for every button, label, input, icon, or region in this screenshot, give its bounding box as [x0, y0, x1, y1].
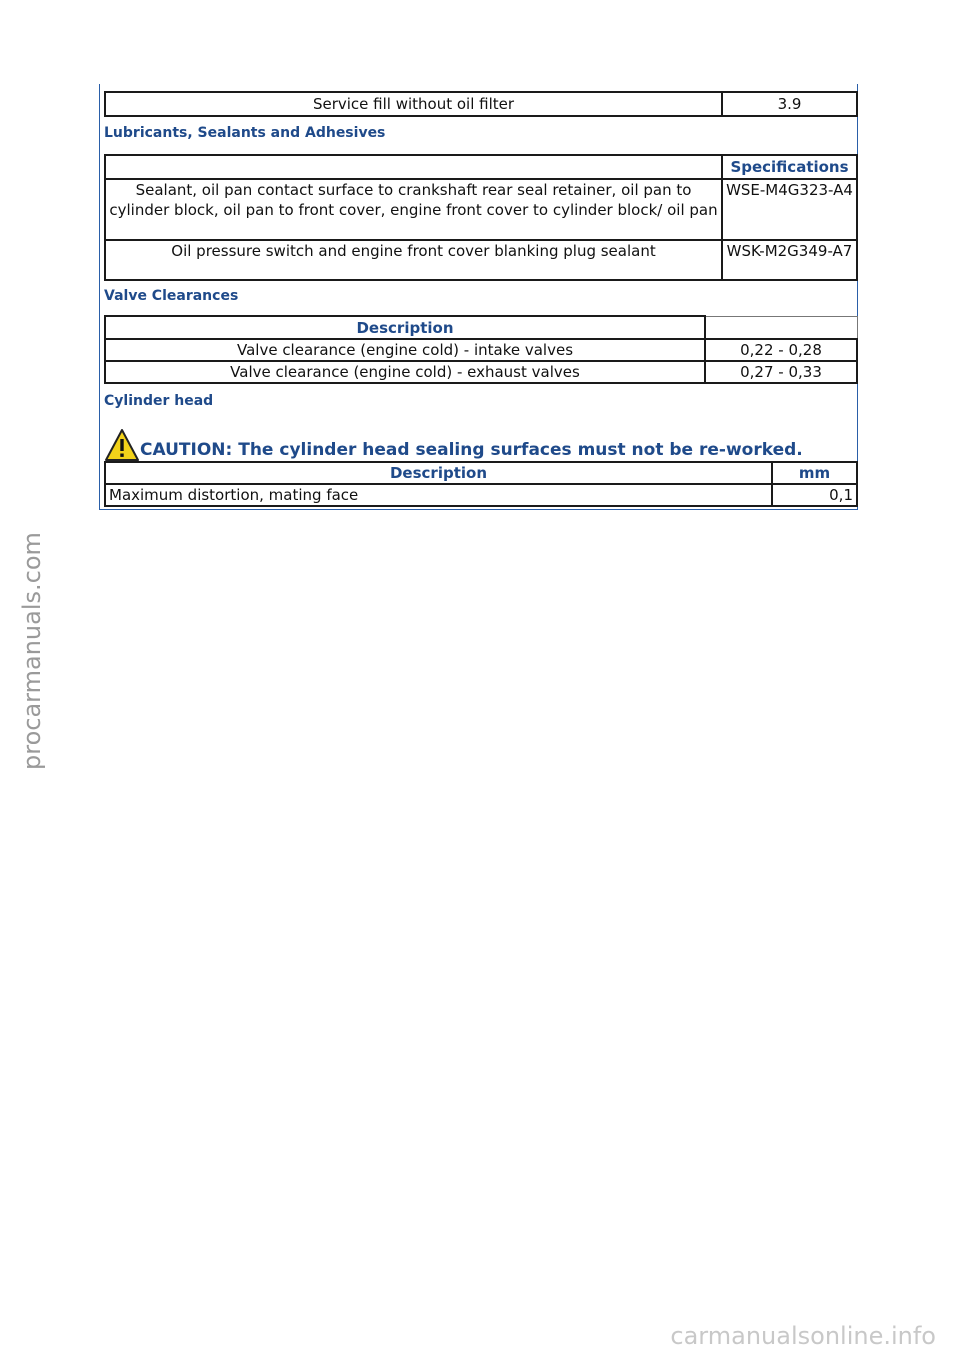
row-description: Oil pressure switch and engine front cover blanking plug sealant — [105, 240, 722, 280]
lubricants-heading: Lubricants, Sealants and Adhesives — [104, 125, 386, 141]
row-value: 0,1 — [772, 484, 857, 506]
table-row — [105, 92, 857, 116]
row-description: Valve clearance (engine cold) - exhaust valves — [105, 361, 705, 383]
table-row — [105, 484, 857, 506]
lubricants-table — [104, 154, 858, 281]
row-description: Valve clearance (engine cold) - intake valves — [105, 339, 705, 361]
header-description: Description — [105, 316, 705, 339]
row-description: Service fill without oil filter — [105, 92, 722, 116]
table-header-row — [105, 462, 857, 484]
warning-triangle-icon — [104, 428, 140, 462]
watermark-carmanualsonline: carmanualsonline.info — [670, 1322, 936, 1350]
table-row — [105, 339, 857, 361]
valve-clearances-table — [104, 315, 858, 384]
row-value: WSK-M2G349-A7 — [722, 240, 857, 280]
watermark-procarmanuals: procarmanuals.com — [18, 532, 46, 770]
row-value: 3.9 — [722, 92, 857, 116]
table-row — [105, 361, 857, 383]
header-mm: mm — [772, 462, 857, 484]
table-header-row — [105, 316, 857, 339]
cylinder-head-table — [104, 461, 858, 507]
table-row — [105, 240, 857, 280]
row-description: Sealant, oil pan contact surface to crankshaft rear seal retainer, oil pan to cylinder block, oil pan to front cover, engine front cover to cylinder block/ oil pan — [105, 179, 722, 240]
valve-clearances-heading: Valve Clearances — [104, 288, 239, 304]
cylinder-head-heading: Cylinder head — [104, 393, 214, 409]
header-specifications: Specifications — [722, 155, 857, 179]
table-header-row — [105, 155, 857, 179]
row-value: 0,27 - 0,33 — [705, 361, 857, 383]
row-description: Maximum distortion, mating face — [105, 484, 772, 506]
table-row — [105, 179, 857, 240]
caution-text: CAUTION: The cylinder head sealing surfaces must not be re-worked. — [140, 440, 803, 460]
caution-notice — [104, 424, 803, 462]
header-description — [105, 155, 722, 179]
row-value: 0,22 - 0,28 — [705, 339, 857, 361]
oil-capacity-table — [104, 91, 858, 117]
header-value — [705, 316, 857, 339]
row-value: WSE-M4G323-A4 — [722, 179, 857, 240]
header-description: Description — [105, 462, 772, 484]
